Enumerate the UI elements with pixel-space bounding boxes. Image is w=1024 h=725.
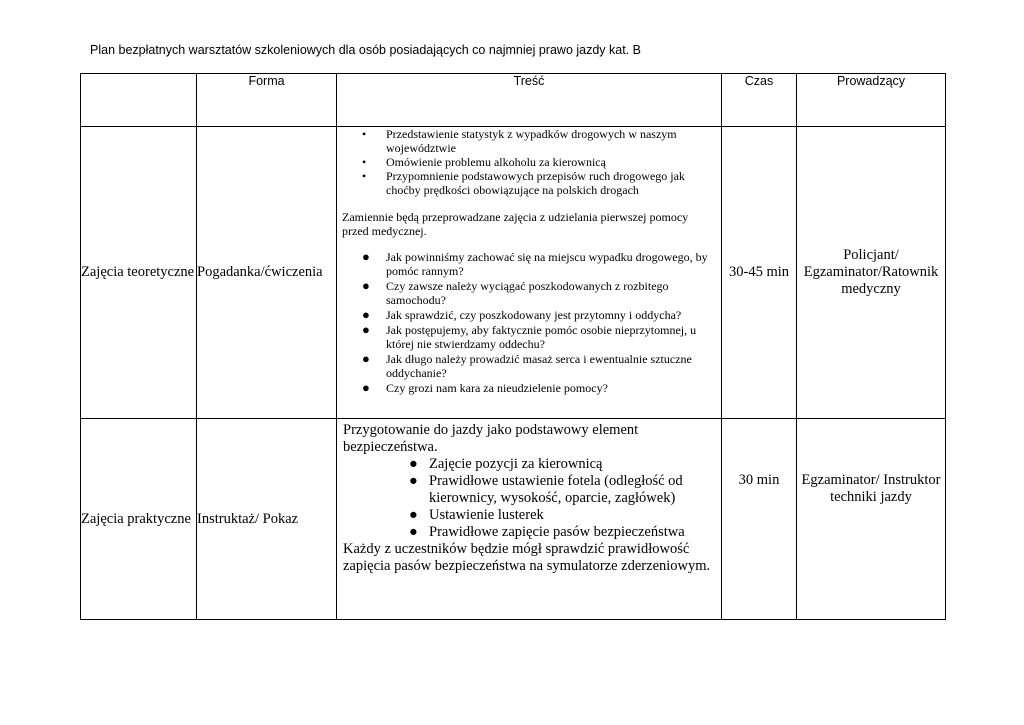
- bullet-list-intro: [342, 127, 715, 197]
- bullet-dot-icon: ●: [362, 351, 370, 366]
- list-item: • Przedstawienie statystyk z wypadków drogowych w naszym województwie: [362, 127, 677, 155]
- list-item: ● Prawidłowe ustawienie fotela (odległość od kierownicy, wysokość, oparcie, zagłówek): [409, 473, 683, 506]
- document-title: Plan bezpłatnych warsztatów szkoleniowych dla osób posiadających co najmniej prawo jazdy kat. B: [90, 43, 641, 57]
- row-type-practice: Zajęcia praktyczne: [81, 419, 197, 620]
- table-row: [81, 127, 946, 419]
- row-form-practice: Instruktaż/ Pokaz: [197, 419, 337, 620]
- table-header-row: [81, 74, 946, 127]
- practice-intro: Przygotowanie do jazdy jako podstawowy element bezpieczeństwa.: [343, 422, 639, 455]
- workshop-plan-table: [80, 73, 946, 620]
- row-instructor-practice: Egzaminator/ Instruktor techniki jazdy: [797, 419, 946, 620]
- list-item: ● Jak powinniśmy zachować się na miejscu wypadku drogowego, by pomóc rannym?: [362, 249, 708, 278]
- list-item: ● Ustawienie lusterek: [409, 507, 544, 523]
- bullet-dot-icon: •: [362, 169, 367, 183]
- bullet-dot-icon: ●: [409, 507, 418, 523]
- bullet-dot-icon: ●: [362, 380, 370, 395]
- bullet-dot-icon: ●: [409, 473, 418, 489]
- table-row: [81, 419, 946, 620]
- list-item: ● Zajęcie pozycji za kierownicą: [409, 456, 603, 472]
- header-content: Treść: [337, 74, 722, 127]
- list-item: • Przypomnienie podstawowych przepisów ruch drogowego jak choćby prędkości obowiązujące na polskich drogach: [362, 169, 685, 197]
- practice-outro: Każdy z uczestników będzie mógł sprawdzić prawidłowość zapięcia pasów bezpieczeństwa na symulatorze zderzeniowym.: [343, 541, 711, 574]
- bullet-dot-icon: ●: [362, 278, 370, 293]
- row-time-practice: 30 min: [722, 419, 797, 620]
- bullet-list-first-aid: [342, 250, 715, 395]
- list-item: ● Czy zawsze należy wyciągać poszkodowanych z rozbitego samochodu?: [362, 278, 669, 307]
- first-aid-paragraph: Zamiennie będą przeprowadzane zajęcia z udzielania pierwszej pomocy przed medycznej.: [342, 210, 689, 238]
- bullet-dot-icon: ●: [409, 456, 418, 472]
- row-instructor-theory: Policjant/ Egzaminator/Ratownik medyczny: [797, 127, 946, 419]
- row-time-theory: 30-45 min: [722, 127, 797, 419]
- bullet-dot-icon: ●: [409, 524, 418, 540]
- header-time: Czas: [722, 74, 797, 127]
- row-form-theory: Pogadanka/ćwiczenia: [197, 127, 337, 419]
- row-content-theory: [337, 127, 722, 419]
- header-form: Forma: [197, 74, 337, 127]
- list-item: ● Prawidłowe zapięcie pasów bezpieczeństwa: [409, 524, 685, 540]
- header-instructor: Prowadzący: [797, 74, 946, 127]
- header-empty: [81, 74, 197, 127]
- bullet-dot-icon: •: [362, 127, 367, 141]
- list-item: ● Jak postępujemy, aby faktycznie pomóc osobie nieprzytomnej, u której nie stwierdzamy oddechu?: [362, 322, 697, 351]
- row-type-theory: Zajęcia teoretyczne: [81, 127, 197, 419]
- list-item: • Omówienie problemu alkoholu za kierownicą: [362, 155, 606, 169]
- row-content-practice: [337, 419, 722, 620]
- bullet-dot-icon: •: [362, 155, 367, 169]
- list-item: ● Jak sprawdzić, czy poszkodowany jest przytomny i oddycha?: [362, 307, 682, 322]
- bullet-list-practice: [343, 456, 715, 541]
- bullet-dot-icon: ●: [362, 322, 370, 337]
- list-item: ● Czy grozi nam kara za nieudzielenie pomocy?: [362, 380, 608, 395]
- bullet-dot-icon: ●: [362, 307, 370, 322]
- bullet-dot-icon: ●: [362, 249, 370, 264]
- list-item: ● Jak długo należy prowadzić masaż serca i ewentualnie sztuczne oddychanie?: [362, 351, 692, 380]
